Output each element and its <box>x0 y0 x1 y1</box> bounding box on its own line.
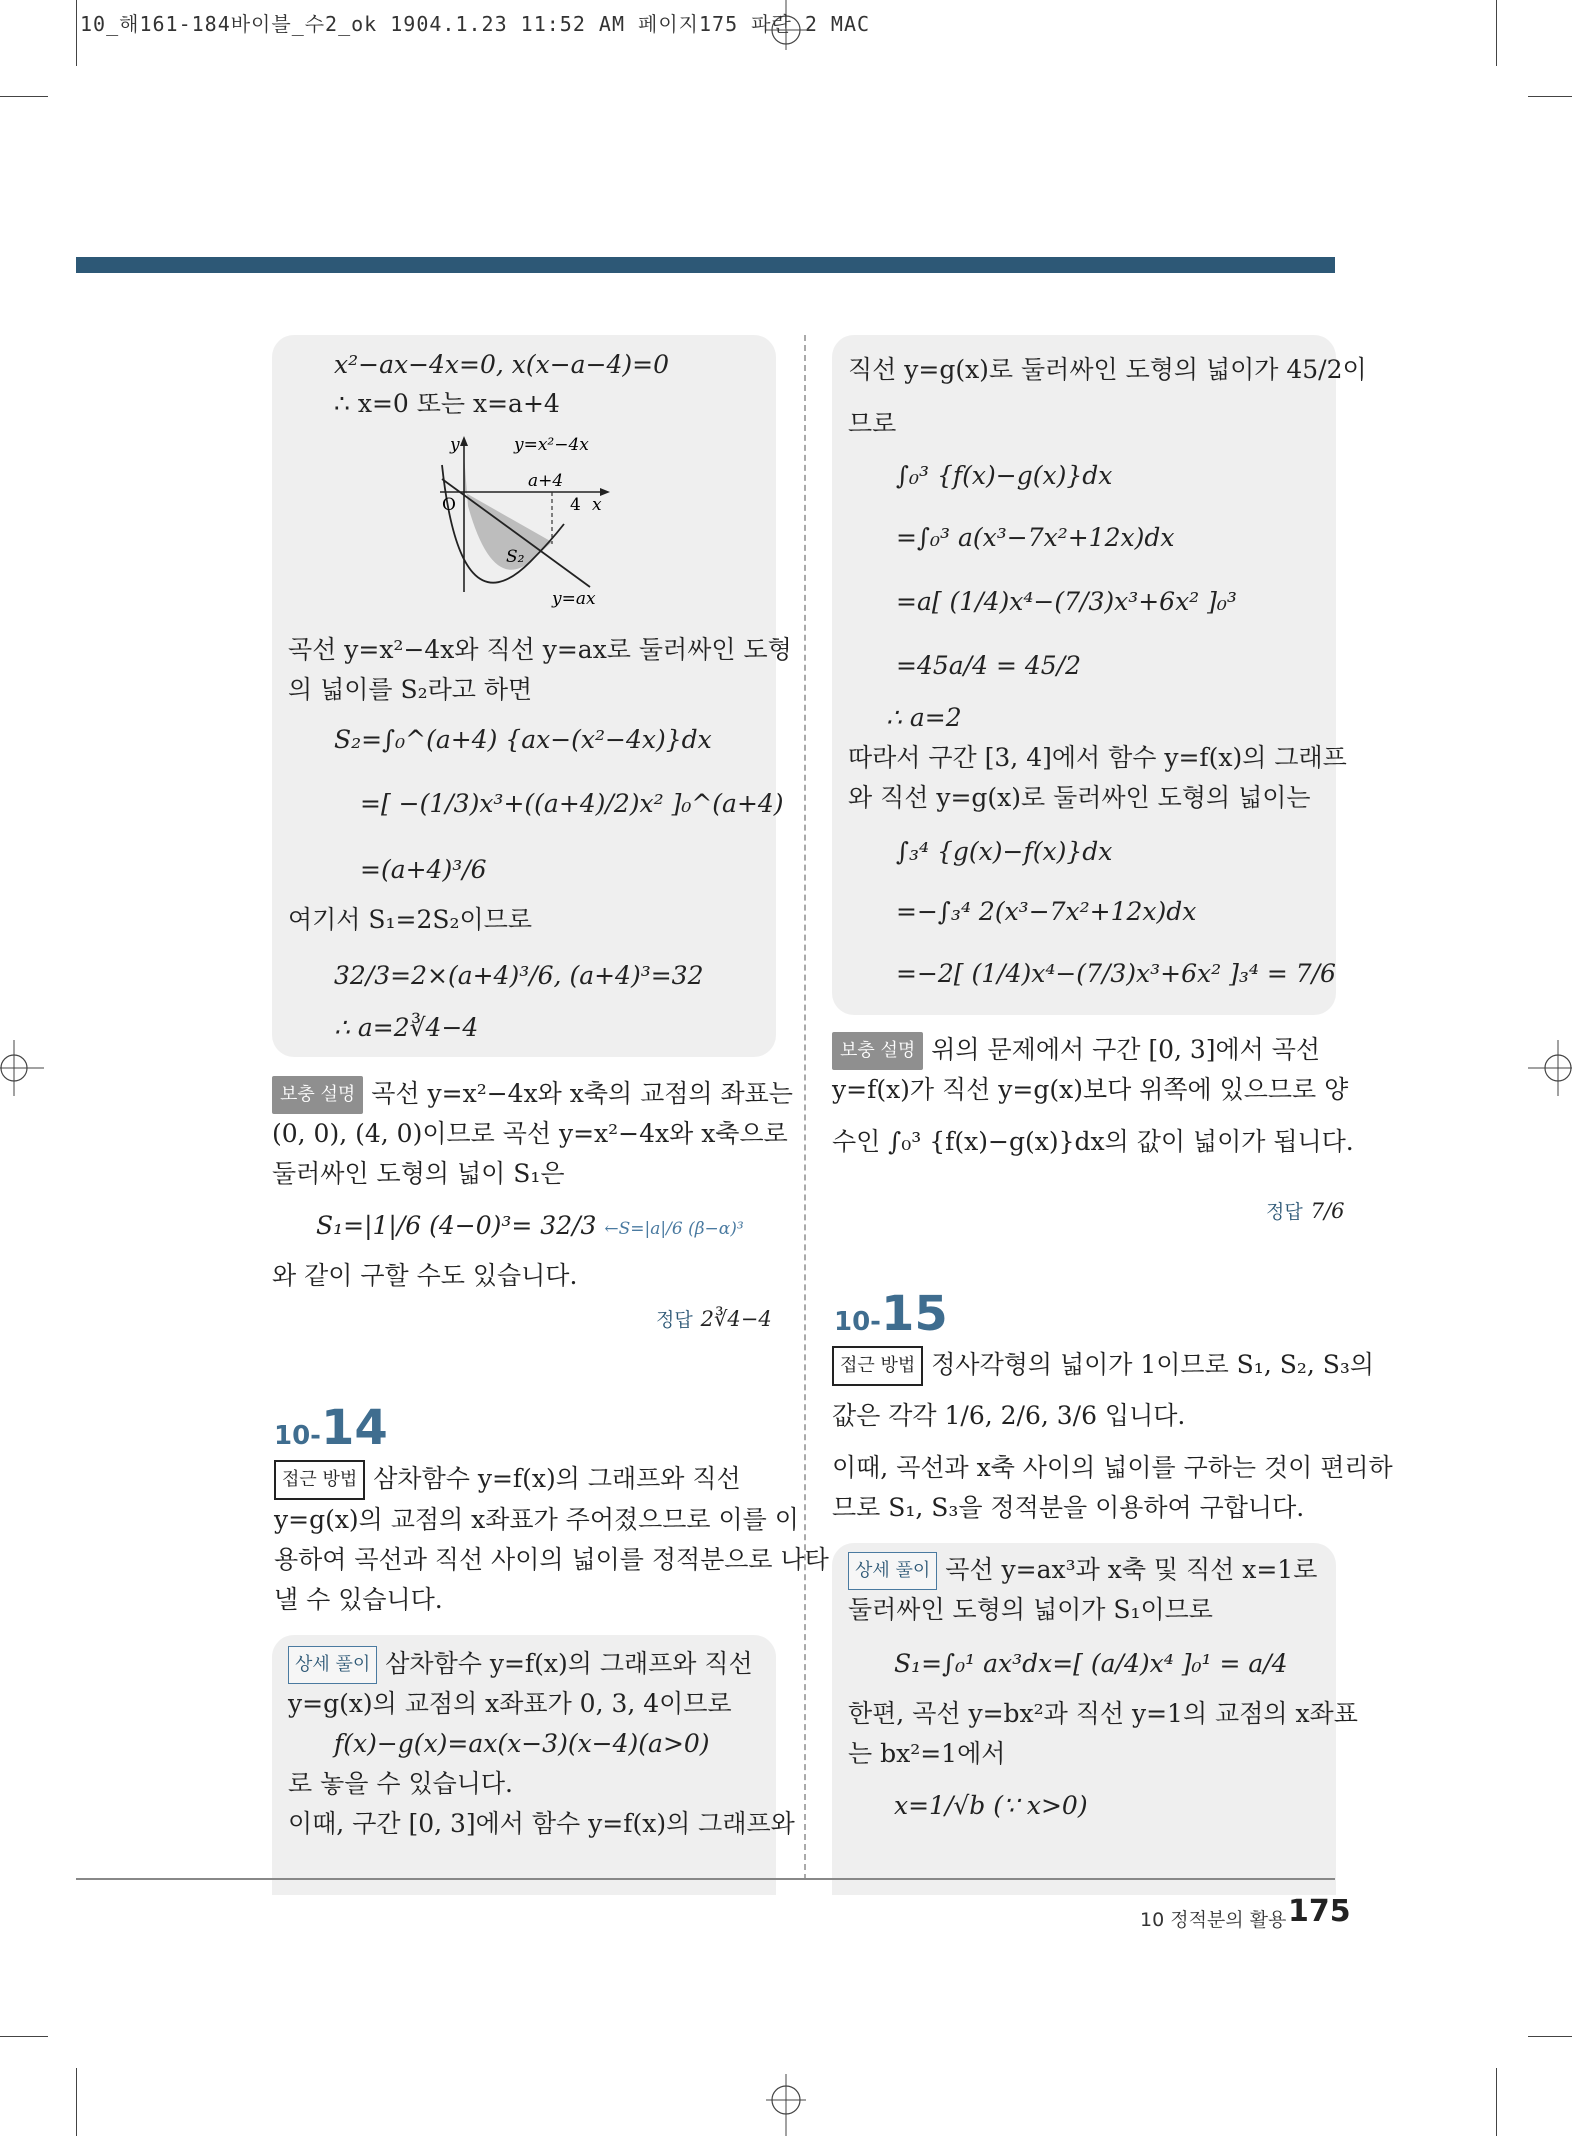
eq-line <box>316 1208 744 1247</box>
solution-text: 이때, 구간 [0, 3]에서 함수 y=f(x)의 그래프와 <box>288 1809 795 1838</box>
approach-tag: 접근 방법 <box>274 1460 365 1500</box>
registration-mark-right <box>1526 1040 1572 1096</box>
eq-line: ∴ a=2 <box>886 703 962 732</box>
eq-line: ∫₀³ {f(x)−g(x)}dx <box>896 461 1113 490</box>
text-line: 의 넓이를 S₂라고 하면 <box>288 675 533 704</box>
supplement-text: y=f(x)가 직선 y=g(x)보다 위쪽에 있으므로 양 <box>832 1075 1349 1104</box>
eq-line: =[ −(1/3)x³+((a+4)/2)x² ]₀^(a+4) <box>360 789 784 818</box>
problem-prefix: 10- <box>274 1421 321 1451</box>
supplement-text: 수인 ∫₀³ {f(x)−g(x)}dx의 값이 넓이가 됩니다. <box>832 1127 1354 1156</box>
registration-mark-left <box>0 1040 46 1096</box>
problem-num: 15 <box>880 1286 948 1342</box>
solution-text: 로 놓을 수 있습니다. <box>288 1769 513 1798</box>
problem-number-14 <box>274 1400 388 1456</box>
crop-mark <box>1496 2068 1497 2136</box>
approach-text: 낼 수 있습니다. <box>274 1585 443 1614</box>
chapter-label: 10 정적분의 활용 <box>1140 1909 1287 1931</box>
registration-mark-bottom <box>766 2070 806 2136</box>
eq-line: S₂=∫₀^(a+4) {ax−(x²−4x)}dx <box>334 725 712 754</box>
solution-tag: 상세 풀이 <box>288 1646 377 1684</box>
footer-rule <box>76 1878 1335 1880</box>
solution-text: 곡선 y=ax³과 x축 및 직선 x=1로 <box>945 1555 1318 1584</box>
text-line: 와 직선 y=g(x)로 둘러싸인 도형의 넓이는 <box>848 783 1311 812</box>
answer-value: 7/6 <box>1310 1199 1345 1223</box>
solution-text: y=g(x)의 교점의 x좌표가 0, 3, 4이므로 <box>288 1689 732 1718</box>
solution-text: 삼차함수 y=f(x)의 그래프와 직선 <box>385 1649 753 1678</box>
supplement-tag: 보충 설명 <box>832 1032 923 1070</box>
graph-curve-label: y=x²−4x <box>514 435 589 455</box>
answer-label: 정답 <box>656 1309 693 1331</box>
supplement-text: (0, 0), (4, 0)이므로 곡선 y=x²−4x와 x축으로 <box>272 1119 788 1148</box>
approach-text: 므로 S₁, S₃을 정적분을 이용하여 구합니다. <box>832 1493 1305 1522</box>
problem-prefix: 10- <box>834 1307 881 1337</box>
problem-num: 14 <box>320 1400 388 1456</box>
approach-text: 값은 각각 1/6, 2/6, 3/6 입니다. <box>832 1401 1186 1430</box>
eq-line: =−2[ (1/4)x⁴−(7/3)x³+6x² ]₃⁴ = 7/6 <box>896 959 1336 988</box>
eq-line: =45a/4 = 45/2 <box>896 651 1081 680</box>
text-line: 곡선 y=x²−4x와 직선 y=ax로 둘러싸인 도형 <box>288 635 792 664</box>
supplement-text: 둘러싸인 도형의 넓이 S₁은 <box>272 1159 565 1188</box>
column-divider <box>804 335 806 1880</box>
solution-text: 는 bx²=1에서 <box>848 1739 1006 1768</box>
eq-line: =−∫₃⁴ 2(x³−7x²+12x)dx <box>896 897 1197 926</box>
supplement-line <box>272 1076 793 1114</box>
graph-origin-label: O <box>442 495 456 515</box>
eq-line: ∴ a=2∛4−4 <box>334 1013 479 1042</box>
crop-mark <box>0 2036 48 2037</box>
crop-mark <box>1528 2036 1572 2037</box>
answer-label: 정답 <box>1266 1201 1303 1223</box>
eq-line: 32/3=2×(a+4)³/6, (a+4)³=32 <box>334 961 704 990</box>
supplement-text: 와 같이 구할 수도 있습니다. <box>272 1261 578 1290</box>
eq-line: =(a+4)³/6 <box>360 855 487 884</box>
solution-line <box>288 1646 753 1684</box>
eq-line: ∫₃⁴ {g(x)−f(x)}dx <box>896 837 1113 866</box>
graph-line-label: y=ax <box>552 589 596 609</box>
approach-text: 이때, 곡선과 x축 사이의 넓이를 구하는 것이 편리하 <box>832 1453 1393 1482</box>
answer-line <box>656 1300 772 1338</box>
eq-line: S₁=∫₀¹ ax³dx=[ (a/4)x⁴ ]₀¹ = a/4 <box>894 1649 1288 1678</box>
approach-line <box>832 1346 1374 1386</box>
graph-four-label: 4 <box>570 495 581 515</box>
graph-y-label: y <box>450 435 460 455</box>
text-line: 므로 <box>848 409 897 438</box>
text-line: 여기서 S₁=2S₂이므로 <box>288 905 532 934</box>
eq-text: S₁=|1|/6 (4−0)³= 32/3 <box>316 1211 597 1240</box>
eq-line: =∫₀³ a(x³−7x²+12x)dx <box>896 523 1175 552</box>
header-bar <box>76 257 1335 273</box>
eq-line: x=1/√b (∵ x>0) <box>894 1791 1088 1820</box>
answer-line <box>1266 1192 1344 1230</box>
supplement-line <box>832 1032 1320 1070</box>
approach-text: 정사각형의 넓이가 1이므로 S₁, S₂, S₃의 <box>931 1350 1375 1379</box>
approach-text: y=g(x)의 교점의 x좌표가 주어졌으므로 이를 이 <box>274 1505 799 1534</box>
approach-text: 삼차함수 y=f(x)의 그래프와 직선 <box>373 1464 741 1493</box>
text-line: 따라서 구간 [3, 4]에서 함수 y=f(x)의 그래프 <box>848 743 1347 772</box>
crop-mark <box>76 0 77 66</box>
solution-tag: 상세 풀이 <box>848 1552 937 1590</box>
answer-value: 2∛4−4 <box>700 1307 772 1331</box>
problem-number-15 <box>834 1286 948 1342</box>
solution-line <box>848 1552 1317 1590</box>
solution-text: 둘러싸인 도형의 넓이가 S₁이므로 <box>848 1595 1213 1624</box>
eq-line: f(x)−g(x)=ax(x−3)(x−4)(a>0) <box>334 1729 710 1758</box>
crop-mark <box>1528 96 1572 97</box>
crop-mark <box>0 96 48 97</box>
print-slug: 10_해161-184바이블_수2_ok 1904.1.23 11:52 AM 페이지175 파란 2 MAC <box>80 12 871 36</box>
supplement-text: 위의 문제에서 구간 [0, 3]에서 곡선 <box>931 1035 1321 1064</box>
approach-tag: 접근 방법 <box>832 1346 923 1386</box>
eq-line: ∴ x=0 또는 x=a+4 <box>334 389 560 418</box>
graph-x-label: x <box>592 495 602 515</box>
crop-mark <box>1496 0 1497 66</box>
approach-text: 용하여 곡선과 직선 사이의 넓이를 정적분으로 나타 <box>274 1545 829 1574</box>
supplement-tag: 보충 설명 <box>272 1076 363 1114</box>
graph-apt-label: a+4 <box>528 471 564 491</box>
formula-hint: ←S=|a|/6 (β−α)³ <box>604 1219 744 1239</box>
supplement-text: 곡선 y=x²−4x와 x축의 교점의 좌표는 <box>371 1079 793 1108</box>
approach-line <box>274 1460 741 1500</box>
solution-text: 한편, 곡선 y=bx²과 직선 y=1의 교점의 x좌표 <box>848 1699 1358 1728</box>
eq-line: =a[ (1/4)x⁴−(7/3)x³+6x² ]₀³ <box>896 587 1237 616</box>
page-number: 175 <box>1288 1894 1351 1929</box>
graph-s2-label: S₂ <box>506 547 525 567</box>
parabola-graph <box>420 432 620 612</box>
eq-line: x²−ax−4x=0, x(x−a−4)=0 <box>334 350 670 379</box>
text-line: 직선 y=g(x)로 둘러싸인 도형의 넓이가 45/2이 <box>848 355 1367 384</box>
crop-mark <box>76 2068 77 2136</box>
